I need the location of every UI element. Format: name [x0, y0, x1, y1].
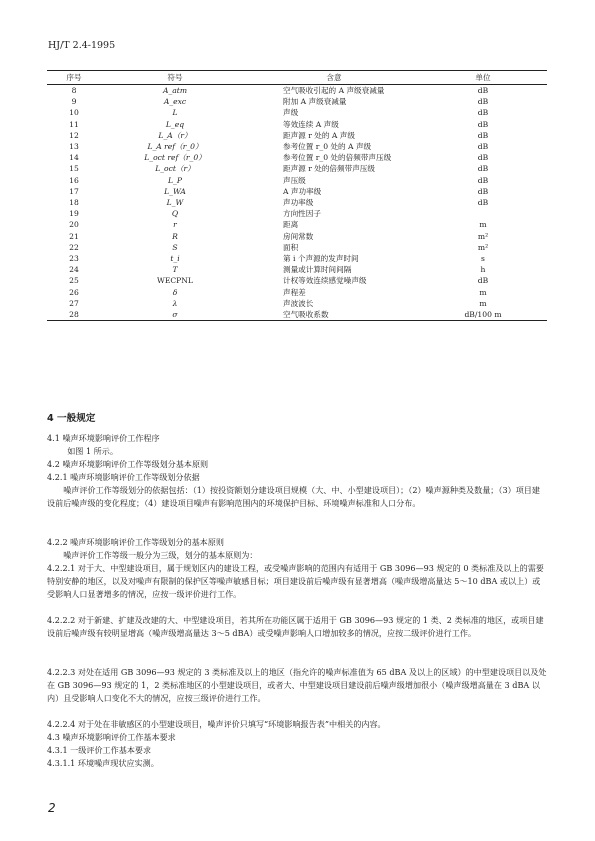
table-row	[47, 298, 547, 309]
row-number: 20	[69, 220, 79, 230]
row-unit: s	[481, 254, 485, 264]
table-row	[47, 186, 547, 197]
section-4-title: 4 一般规定	[47, 413, 96, 424]
heading-4-2: 4.2 噪声环境影响评价工作等级划分基本原则	[47, 459, 209, 469]
table-row	[47, 96, 547, 107]
row-unit: h	[480, 265, 486, 275]
row-meaning: 声功率级	[283, 198, 314, 208]
table-row	[47, 141, 547, 152]
row-meaning: 附加 A 声级衰减量	[283, 97, 347, 107]
row-symbol: L_A（r）	[158, 130, 192, 140]
row-meaning: 声波波长	[283, 298, 314, 308]
clause-4-2-2-1: 4.2.2.1 对于大、中型建设项目，属于规划区内的建设工程，或受噪声影响的范围内有适用于 GB 3096—93 规定的 0 类标准及以上的需要特别安静的地区，以及对噪声有限制的保护区等噪声敏感目标；项目建设前后噪声级有显著增高（噪声级增高量达 5～10 dBA 或以上）或受影响人口显著增多的情况，应按一级评价进行工作。	[47, 563, 544, 599]
row-number: 26	[69, 287, 79, 297]
heading-4-2-2: 4.2.2 噪声环境影响评价工作等级划分的基本原则	[47, 537, 224, 547]
row-symbol: L	[172, 108, 178, 118]
table-row	[47, 163, 547, 174]
row-number: 9	[71, 97, 77, 107]
text-4-2-2: 噪声评价工作等级一般分为三级，划分的基本原则为：	[63, 550, 258, 560]
row-symbol: L_eq	[165, 119, 185, 129]
row-symbol: Q	[171, 209, 179, 219]
heading-4-3: 4.3 噪声环境影响评价工作基本要求	[47, 732, 176, 742]
table-row	[47, 107, 547, 118]
table-row	[47, 152, 547, 163]
row-symbol: A_atm	[162, 86, 188, 95]
row-number: 24	[69, 265, 79, 275]
row-unit: dB	[477, 175, 489, 185]
row-symbol: A_exc	[163, 97, 187, 107]
row-meaning: 第 i 个声源的发声时间	[283, 254, 359, 264]
row-meaning: 测量或计算时间间隔	[283, 265, 352, 275]
row-symbol: L_P	[168, 175, 182, 185]
row-unit: dB	[477, 142, 489, 152]
heading-4-2-1: 4.2.1 噪声环境影响评价工作等级划分依据	[47, 472, 200, 482]
row-number: 10	[69, 108, 79, 118]
row-symbol: L_oct（r）	[155, 164, 195, 174]
heading-4-1: 4.1 噪声环境影响评价工作程序	[47, 433, 160, 443]
table-row	[47, 119, 547, 130]
row-unit: m	[479, 287, 487, 297]
clause-4-2-2-3: 4.2.2.3 对处在适用 GB 3096—93 规定的 3 类标准及以上的地区（指允许的噪声标准值为 65 dBA 及以上的区域）的中型建设项目以及处在 GB 3096—93 规定的 1，2 类标准地区的小型建设项目，或者大、中型建设项目建设前后噪声级增加很小（噪声级增高量在 3 dBA 以内）且受影响人口变化不大的情况，应按三级评价进行工作。	[47, 667, 547, 703]
row-meaning: 空气吸收系数	[249, 309, 419, 321]
row-meaning: 参考位置 r_0 处的倍频带声压级	[283, 153, 392, 163]
row-meaning: 计权等效连续感觉噪声级	[283, 276, 367, 286]
row-unit: m²	[477, 242, 489, 252]
row-number: 17	[69, 186, 79, 196]
text-4-2-1: 噪声评价工作等级划分的依据包括：（1）按投资额划分建设项目规模（大、中、小型建设项目）；（2）噪声源种类及数量；（3）项目建设前后噪声级的变化程度；（4）建设项目噪声有影响范围内的环境保护目标、环境噪声标准和人口分布。	[47, 485, 540, 508]
table-row	[47, 242, 547, 253]
row-number: 25	[69, 276, 79, 286]
row-number: 27	[69, 298, 79, 308]
row-number: 14	[69, 153, 79, 163]
row-unit: dB/100 m	[419, 309, 547, 321]
row-meaning: A 声功率级	[283, 186, 322, 196]
clause-4-3-1-1: 4.3.1.1 环境噪声现状应实测。	[47, 758, 159, 768]
row-symbol: λ	[172, 298, 178, 308]
row-number: 22	[69, 242, 79, 252]
row-meaning: 参考位置 r_0 处的 A 声级	[283, 142, 372, 152]
row-meaning: 房间常数	[283, 231, 314, 241]
row-number: 21	[69, 231, 79, 241]
table-row	[47, 287, 547, 298]
col-header-unit: 单位	[419, 71, 547, 85]
row-symbol: r	[173, 220, 177, 230]
row-unit: dB	[477, 119, 489, 129]
row-meaning: 声程差	[283, 287, 306, 297]
row-unit: dB	[477, 130, 489, 140]
table-row	[47, 231, 547, 242]
row-symbol: L_WA	[164, 186, 186, 196]
row-unit: dB	[477, 86, 489, 95]
symbol-table	[47, 70, 547, 321]
table-row	[47, 208, 547, 219]
page-number: 2	[48, 801, 56, 815]
clause-4-2-2-4: 4.2.2.4 对于处在非敏感区的小型建设项目，噪声评价只填写“环境影响报告表”中相关的内容。	[47, 719, 386, 729]
row-meaning: 距离	[283, 220, 299, 230]
row-number: 11	[69, 119, 79, 129]
row-meaning: 方向性因子	[283, 209, 321, 219]
row-unit: dB	[477, 153, 489, 163]
row-unit: dB	[477, 198, 489, 208]
row-number: 15	[69, 164, 79, 174]
row-symbol: WECPNL	[157, 276, 193, 286]
row-symbol: L_W	[166, 198, 184, 208]
table-row	[47, 85, 547, 97]
heading-4-3-1: 4.3.1 一级评价工作基本要求	[47, 745, 152, 755]
table-row	[47, 175, 547, 186]
row-meaning: 距声源 r 处的倍频带声压级	[283, 164, 375, 174]
row-symbol: S	[172, 242, 178, 252]
row-unit: dB	[477, 108, 489, 118]
row-meaning: 声压级	[283, 175, 306, 185]
table-header-row	[47, 71, 547, 85]
row-number: 23	[69, 254, 79, 264]
row-unit: dB	[477, 164, 489, 174]
col-header-meaning: 含意	[249, 71, 419, 85]
row-number: 18	[69, 198, 79, 208]
row-meaning: 空气吸收引起的 A 声级衰减量	[283, 86, 385, 95]
clause-4-2-2-2: 4.2.2.2 对于新建、扩建及改建的大、中型建设项目，若其所在功能区属于适用于 GB 3096—93 规定的 1 类、2 类标准的地区，或项目建设前后噪声级有较明显增高（噪声级增高量达 3～5 dBA）或受噪声影响人口增加较多的情况，应按二级评价进行工作。	[47, 615, 544, 638]
table-row	[47, 253, 547, 264]
row-unit: m	[479, 220, 487, 230]
row-symbol: t_i	[170, 254, 180, 264]
table-row	[47, 275, 547, 286]
row-symbol: L_A ref（r_0）	[147, 142, 203, 152]
row-number: 19	[69, 209, 79, 219]
row-symbol: δ	[172, 287, 178, 297]
row-meaning: 声级	[283, 108, 299, 118]
table-row	[47, 264, 547, 275]
table-row	[47, 197, 547, 208]
row-symbol: L_oct ref（r_0）	[144, 153, 206, 163]
row-meaning: 距声源 r 处的 A 声级	[283, 130, 355, 140]
row-symbol: R	[172, 231, 178, 241]
row-unit: m²	[477, 231, 489, 241]
row-number: 12	[69, 130, 79, 140]
row-symbol: T	[172, 265, 178, 275]
table-row	[47, 219, 547, 230]
table-row	[47, 309, 547, 321]
document-code: HJ/T 2.4-1995	[48, 40, 116, 51]
row-unit	[419, 208, 547, 219]
row-number: 13	[69, 142, 79, 152]
text-4-1: 如图 1 所示。	[67, 446, 118, 456]
row-number: 28	[47, 309, 101, 321]
row-meaning: 等效连续 A 声级	[283, 119, 339, 129]
row-unit: dB	[477, 276, 489, 286]
row-unit: dB	[477, 97, 489, 107]
row-number: 8	[71, 86, 77, 95]
col-header-no: 序号	[47, 71, 101, 85]
table-row	[47, 130, 547, 141]
row-meaning: 面积	[283, 242, 299, 252]
row-number: 16	[69, 175, 79, 185]
col-header-symbol: 符号	[101, 71, 249, 85]
row-symbol: σ	[101, 309, 249, 321]
row-unit: dB	[477, 186, 489, 196]
row-unit: m	[479, 298, 487, 308]
